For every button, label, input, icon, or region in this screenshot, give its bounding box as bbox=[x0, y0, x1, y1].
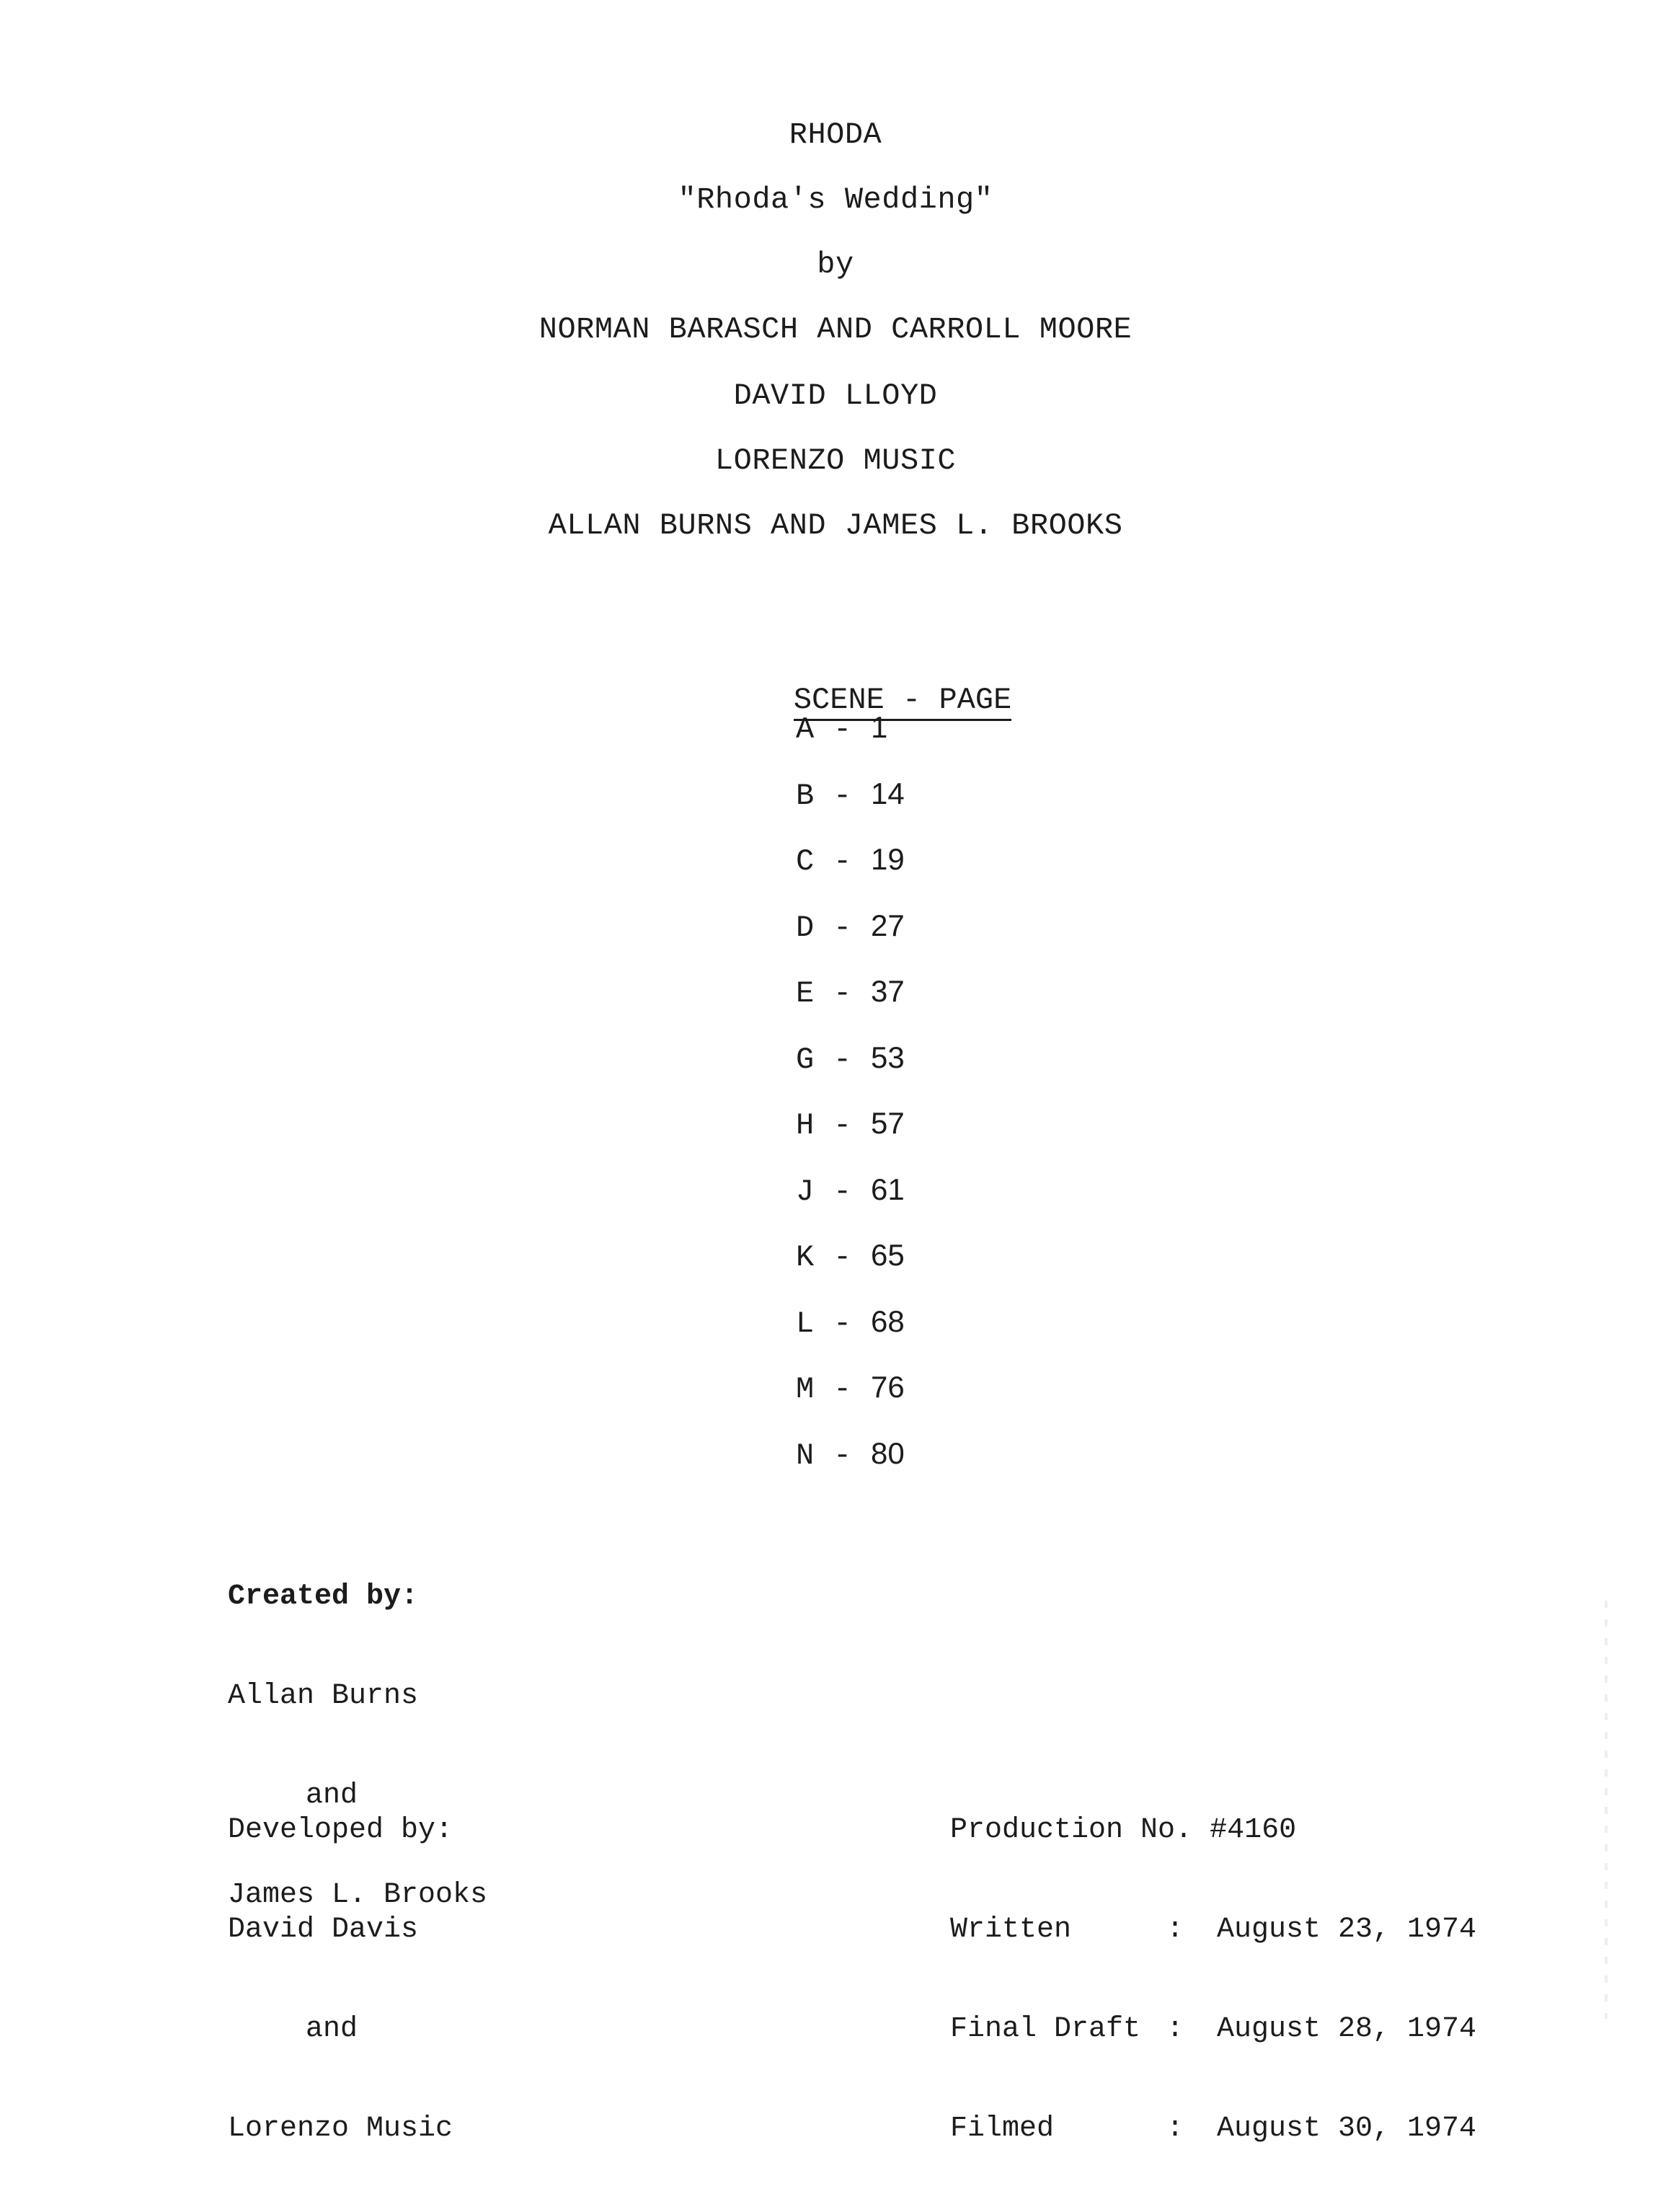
writer-credit-4: ALLAN BURNS AND JAMES L. BROOKS bbox=[548, 508, 1123, 543]
creator-name-1: Allan Burns bbox=[228, 1680, 419, 1712]
scene-page-number: 19 bbox=[871, 842, 905, 876]
date-label-filmed: Filmed bbox=[950, 2113, 1055, 2145]
date-row-filmed bbox=[950, 2113, 1476, 2146]
scene-page-header-text: SCENE - PAGE bbox=[794, 683, 1011, 721]
developed-by-label: Developed by: bbox=[228, 1814, 453, 1846]
writer-credit-1: NORMAN BARASCH AND CARROLL MOORE bbox=[538, 312, 1133, 347]
scene-page-number: 57 bbox=[871, 1106, 905, 1140]
scene-row bbox=[796, 709, 954, 776]
scene-page-number: 68 bbox=[871, 1304, 905, 1338]
date-label-written: Written bbox=[950, 1914, 1072, 1946]
scene-dash: - bbox=[833, 1372, 852, 1407]
scene-row bbox=[796, 1304, 954, 1370]
scene-row bbox=[796, 908, 954, 974]
scene-letter: N bbox=[796, 1438, 815, 1473]
scene-row bbox=[796, 1172, 954, 1238]
creator-and: and bbox=[306, 1779, 358, 1812]
date-written: August 23, 1974 bbox=[1217, 1914, 1477, 1946]
scene-letter: M bbox=[796, 1372, 815, 1407]
production-info-block bbox=[950, 1748, 1476, 2212]
scene-dash: - bbox=[833, 712, 852, 747]
writer-credit-3: LORENZO MUSIC bbox=[714, 443, 957, 478]
date-row-final-draft bbox=[950, 2013, 1476, 2046]
scene-dash: - bbox=[833, 1174, 852, 1209]
date-filmed: August 30, 1974 bbox=[1217, 2113, 1477, 2145]
developer-and: and bbox=[306, 2013, 358, 2045]
by-line: by bbox=[817, 247, 854, 282]
developer-name-2: Lorenzo Music bbox=[228, 2113, 453, 2145]
production-number-label: Production No. bbox=[950, 1814, 1193, 1846]
scene-letter: E bbox=[796, 976, 815, 1011]
date-final-draft: August 28, 1974 bbox=[1217, 2013, 1477, 2045]
scene-row bbox=[796, 1369, 954, 1435]
date-colon: : bbox=[1166, 2013, 1184, 2045]
scene-row bbox=[796, 1105, 954, 1172]
scene-letter: B bbox=[796, 778, 815, 813]
scene-letter: G bbox=[796, 1042, 815, 1077]
scene-dash: - bbox=[833, 1240, 852, 1275]
date-row-written bbox=[950, 1914, 1476, 1947]
scene-page-number: 27 bbox=[871, 908, 905, 942]
scene-dash: - bbox=[833, 1042, 852, 1077]
production-number: #4160 bbox=[1210, 1814, 1297, 1846]
scene-page-number: 61 bbox=[871, 1172, 905, 1206]
scene-page-number: 53 bbox=[871, 1040, 905, 1074]
scene-row bbox=[796, 1435, 954, 1502]
date-colon: : bbox=[1166, 2113, 1184, 2145]
scene-page-number: 14 bbox=[871, 776, 905, 810]
scene-page-number: 37 bbox=[871, 974, 905, 1008]
date-label-final-draft: Final Draft bbox=[950, 2013, 1141, 2045]
episode-title: "Rhoda's Wedding" bbox=[678, 182, 993, 217]
scene-dash: - bbox=[833, 778, 852, 813]
show-title: RHODA bbox=[789, 118, 882, 152]
date-colon: : bbox=[1166, 1914, 1184, 1946]
scene-letter: L bbox=[796, 1306, 815, 1341]
scene-letter: D bbox=[796, 910, 815, 945]
scan-edge-mark bbox=[1605, 1601, 1608, 2019]
creator-name-2: James L. Brooks bbox=[228, 1879, 488, 1911]
scene-dash: - bbox=[833, 844, 852, 879]
scene-dash: - bbox=[833, 1108, 852, 1143]
scene-letter: A bbox=[796, 712, 815, 747]
scene-letter: K bbox=[796, 1240, 815, 1275]
developer-name-1: David Davis bbox=[228, 1914, 419, 1946]
scene-letter: C bbox=[796, 844, 815, 879]
developed-by-block bbox=[228, 1748, 453, 2212]
scene-row bbox=[796, 841, 954, 908]
scene-dash: - bbox=[833, 1438, 852, 1473]
scene-page-number: 76 bbox=[871, 1370, 905, 1404]
scene-dash: - bbox=[833, 976, 852, 1011]
scene-row bbox=[796, 1040, 954, 1106]
scene-dash: - bbox=[833, 910, 852, 945]
writer-credit-2: DAVID LLOYD bbox=[733, 379, 938, 413]
scene-page-number: 65 bbox=[871, 1238, 905, 1272]
scene-row bbox=[796, 776, 954, 842]
scene-letter: J bbox=[796, 1174, 815, 1209]
scene-dash: - bbox=[833, 1306, 852, 1341]
scene-letter: H bbox=[796, 1108, 815, 1143]
production-number-row bbox=[950, 1814, 1476, 1847]
scene-row bbox=[796, 1237, 954, 1304]
scene-list bbox=[796, 709, 954, 1501]
created-by-label: Created by: bbox=[228, 1580, 419, 1613]
scene-row bbox=[796, 973, 954, 1040]
scene-page-number: 1 bbox=[871, 710, 888, 744]
scene-page-number: 80 bbox=[871, 1435, 905, 1470]
